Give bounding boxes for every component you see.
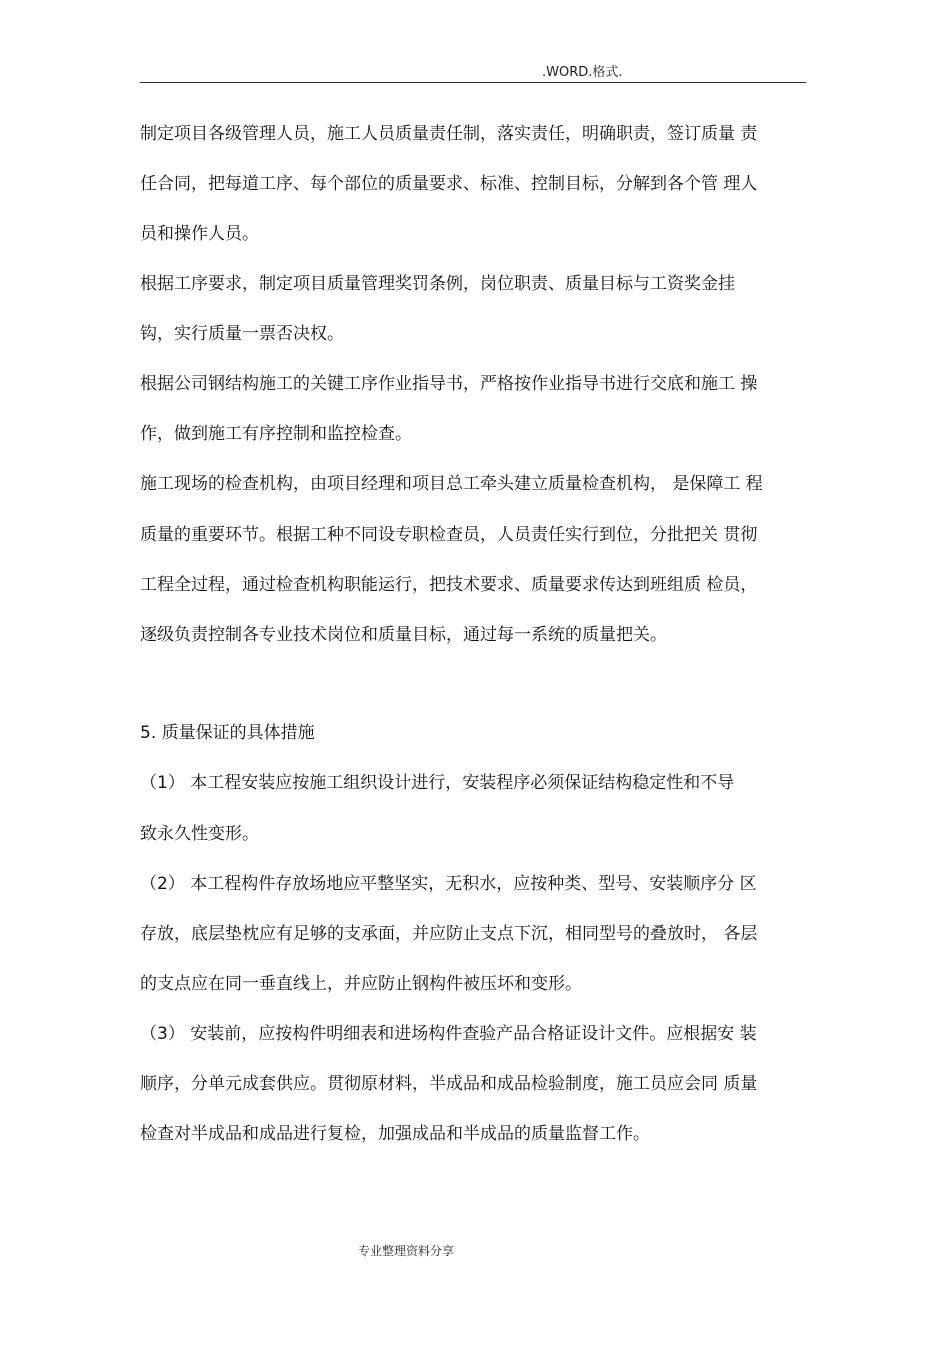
text-line: 检查对半成品和成品进行复检，加强成品和半成品的质量监督工作。 xyxy=(140,1124,650,1144)
text-line: 顺序，分单元成套供应。贯彻原材料，半成品和成品检验制度，施工员应会同 质量 xyxy=(140,1074,758,1094)
text-line: 逐级负责控制各专业技术岗位和质量目标，通过每一系统的质量把关。 xyxy=(140,625,667,645)
text-line: 根据工序要求，制定项目质量管理奖罚条例，岗位职责、质量目标与工资奖金挂 xyxy=(140,274,735,294)
page-header: .WORD.格式. xyxy=(542,65,623,80)
section-heading: 5. 质量保证的具体措施 xyxy=(140,723,315,743)
text-line: 任合同，把每道工序、每个部位的质量要求、标准、控制目标，分解到各个管 理人 xyxy=(140,174,758,194)
text-line: 存放，底层垫枕应有足够的支承面，并应防止支点下沉，相同型号的叠放时， 各层 xyxy=(140,924,758,944)
text-line: 致永久性变形。 xyxy=(140,824,259,844)
text-line: 钩，实行质量一票否决权。 xyxy=(140,324,344,344)
text-line: 员和操作人员。 xyxy=(140,224,259,244)
text-line: （2） 本工程构件存放场地应平整坚实，无积水，应按种类、型号、安装顺序分 区 xyxy=(140,874,757,894)
page-footer: 专业整理资料分享 xyxy=(358,1244,455,1258)
text-line: 作，做到施工有序控制和监控检查。 xyxy=(140,424,412,444)
text-line: 施工现场的检查机构，由项目经理和项目总工牵头建立质量检查机构， 是保障工 程 xyxy=(140,474,763,494)
text-line: （3） 安装前，应按构件明细表和进场构件查验产品合格证设计文件。应根据安 装 xyxy=(140,1024,757,1044)
text-line: 工程全过程，通过检查机构职能运行，把技术要求、质量要求传达到班组质 检员， xyxy=(140,575,758,595)
text-line: 制定项目各级管理人员，施工人员质量责任制，落实责任，明确职责，签订质量 责 xyxy=(140,124,758,144)
text-line: 根据公司钢结构施工的关键工序作业指导书，严格按作业指导书进行交底和施工 操 xyxy=(140,374,758,394)
text-line: 质量的重要环节。根据工种不同设专职检查员，人员责任实行到位，分批把关 贯彻 xyxy=(140,525,758,545)
text-line: （1） 本工程安装应按施工组织设计进行，安装程序必须保证结构稳定性和不导 xyxy=(140,773,735,793)
text-line: 的支点应在同一垂直线上，并应防止钢构件被压坏和变形。 xyxy=(140,974,582,994)
header-divider xyxy=(140,82,806,83)
